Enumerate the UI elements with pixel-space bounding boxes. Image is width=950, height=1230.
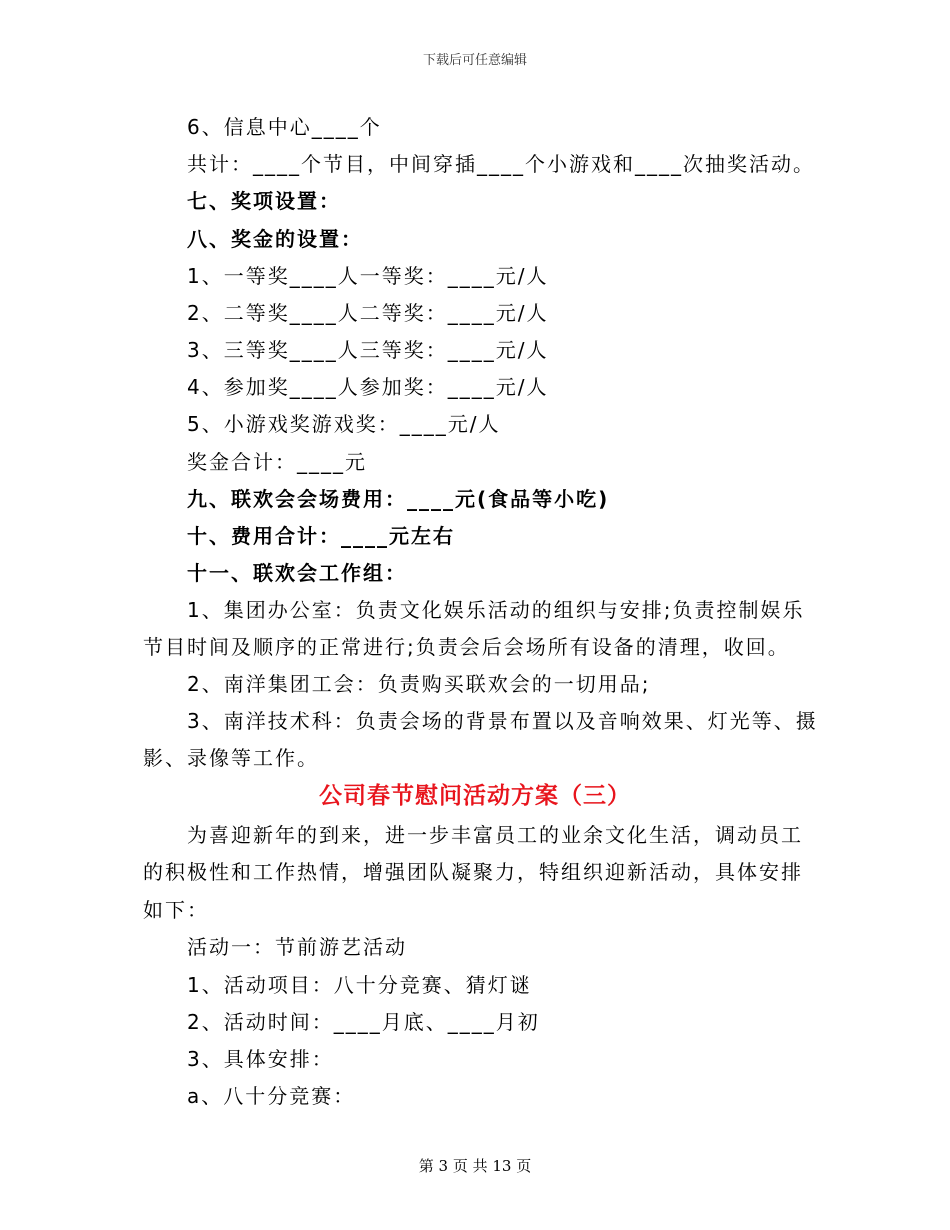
text-line: 影、录像等工作。 — [143, 746, 319, 770]
text-line: 1、一等奖____人一等奖：____元/人 — [187, 264, 549, 288]
text-line: 1、活动项目：八十分竞赛、猜灯谜 — [187, 973, 532, 997]
text-line: 2、活动时间：____月底、____月初 — [187, 1010, 540, 1034]
text-line: 4、参加奖____人参加奖：____元/人 — [187, 375, 549, 399]
text-line: 3、三等奖____人三等奖：____元/人 — [187, 338, 549, 362]
text-line: 1、集团办公室：负责文化娱乐活动的组织与安排;负责控制娱乐 — [187, 598, 805, 622]
document-title: 公司春节慰问活动方案（三） — [319, 783, 631, 809]
text-line: 共计：____个节目，中间穿插____个小游戏和____次抽奖活动。 — [187, 152, 815, 176]
text-line: 奖金合计：____元 — [187, 450, 367, 474]
text-line: a、八十分竞赛： — [187, 1084, 356, 1108]
text-line: 2、二等奖____人二等奖：____元/人 — [187, 301, 549, 325]
text-line: 的积极性和工作热情，增强团队凝聚力，特组织迎新活动，具体安排 — [143, 860, 803, 884]
section-heading: 九、联欢会会场费用：____元(食品等小吃) — [187, 487, 610, 511]
section-heading: 八、奖金的设置： — [187, 227, 363, 251]
text-line: 3、南洋技术科：负责会场的背景布置以及音响效果、灯光等、摄 — [187, 709, 818, 733]
page-header: 下载后可任意编辑 — [422, 53, 527, 68]
text-line: 为喜迎新年的到来，进一步丰富员工的业余文化生活，调动员工 — [187, 823, 803, 847]
text-line: 活动一：节前游艺活动 — [187, 935, 407, 959]
section-heading: 十、费用合计：____元左右 — [187, 524, 455, 548]
text-line: 6、信息中心____个 — [187, 115, 382, 139]
text-line: 如下： — [143, 898, 209, 922]
section-heading: 十一、联欢会工作组： — [187, 561, 407, 585]
text-line: 5、小游戏奖游戏奖：____元/人 — [187, 412, 501, 436]
text-line: 节目时间及顺序的正常进行;负责会后会场所有设备的清理，收回。 — [143, 635, 790, 659]
text-line: 3、具体安排： — [187, 1047, 334, 1071]
text-line: 2、南洋集团工会：负责购买联欢会的一切用品; — [187, 672, 651, 696]
page-footer: 第 3 页 共 13 页 — [418, 1157, 532, 1175]
section-heading: 七、奖项设置： — [187, 189, 341, 213]
